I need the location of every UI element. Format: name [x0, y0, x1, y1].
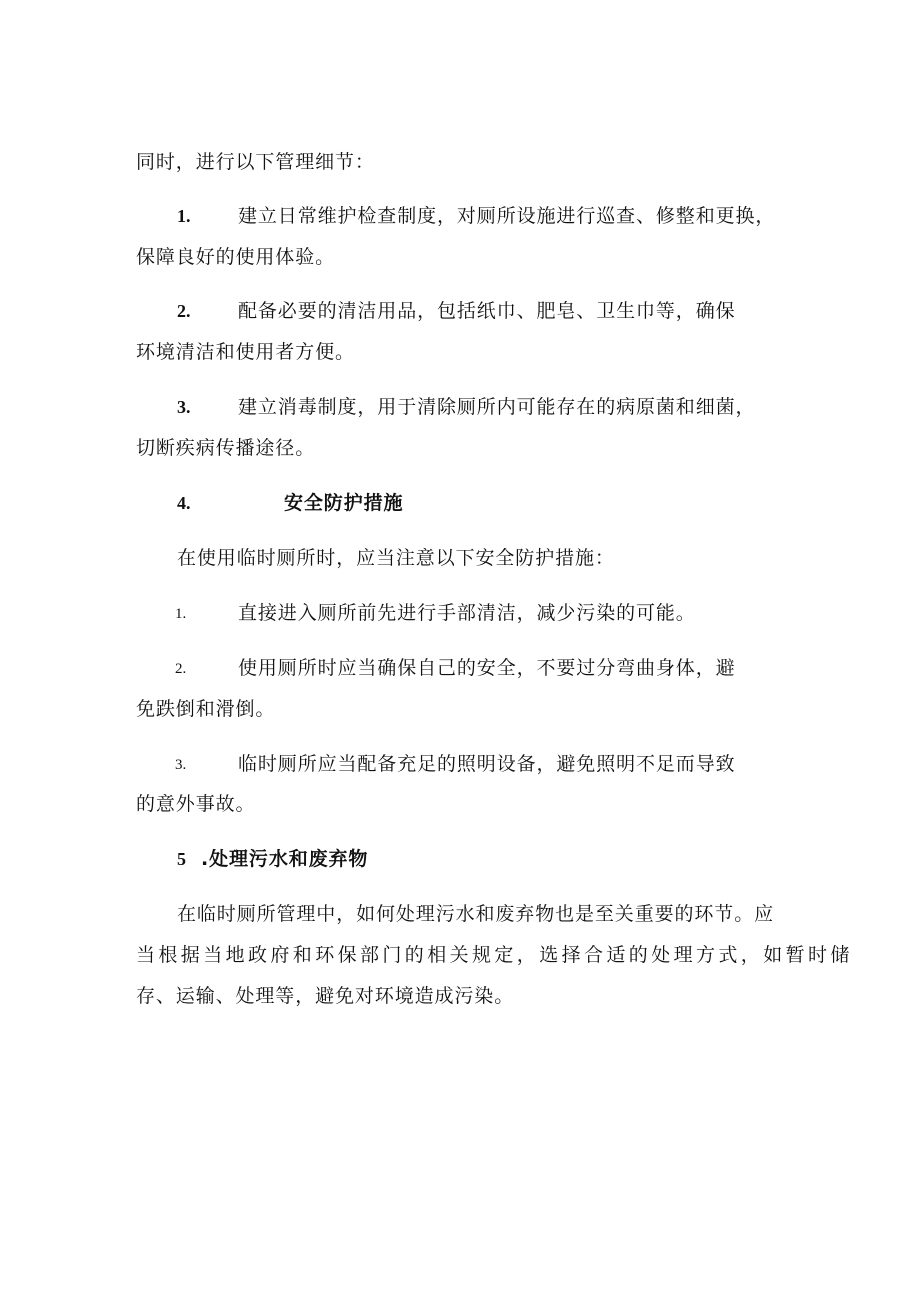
section-4-number: 4. — [177, 493, 191, 513]
management-item-3-line-1: 建立消毒制度，用于清除厕所内可能存在的病原菌和细菌， — [238, 396, 756, 418]
section-5-paragraph-line-2: 当根据当地政府和环保部门的相关规定，选择合适的处理方式，如暂时储 — [136, 944, 853, 966]
safety-item-1-number: 1. — [175, 606, 187, 622]
safety-item-3-number: 3. — [175, 757, 187, 773]
management-item-1-line-1: 建立日常维护检查制度，对厕所设施进行巡查、修整和更换， — [238, 205, 776, 227]
safety-item-2-line-1: 使用厕所时应当确保自己的安全，不要过分弯曲身体，避 — [238, 657, 736, 679]
management-item-2-line-1: 配备必要的清洁用品，包括纸巾、肥皂、卫生巾等，确保 — [238, 300, 736, 322]
section-5-heading: .处理污水和废弃物 — [201, 848, 369, 870]
safety-item-2-line-2: 免跌倒和滑倒。 — [136, 698, 276, 720]
management-item-1-line-2: 保障良好的使用体验。 — [136, 246, 336, 268]
management-item-2-line-2: 环境清洁和使用者方便。 — [136, 341, 355, 363]
intro-text: 同时，进行以下管理细节： — [136, 151, 375, 173]
management-item-1-number: 1. — [177, 206, 191, 226]
section-5-paragraph-line-3: 存、运输、处理等，避免对环境造成污染。 — [136, 985, 515, 1007]
safety-item-2-number: 2. — [175, 661, 187, 677]
section-4-intro: 在使用临时厕所时，应当注意以下安全防护措施： — [177, 547, 615, 569]
section-5-paragraph-line-1: 在临时厕所管理中，如何处理污水和废弃物也是至关重要的环节。应 — [177, 903, 775, 925]
management-item-3-line-2: 切断疾病传播途径。 — [136, 437, 316, 459]
section-4-heading: 安全防护措施 — [284, 492, 404, 514]
safety-item-1-line-1: 直接进入厕所前先进行手部清洁，减少污染的可能。 — [238, 602, 696, 624]
safety-item-3-line-1: 临时厕所应当配备充足的照明设备，避免照明不足而导致 — [238, 753, 736, 775]
management-item-3-number: 3. — [177, 397, 191, 417]
safety-item-3-line-2: 的意外事故。 — [136, 793, 256, 815]
management-item-2-number: 2. — [177, 301, 191, 321]
section-5-number: 5 — [177, 849, 186, 869]
